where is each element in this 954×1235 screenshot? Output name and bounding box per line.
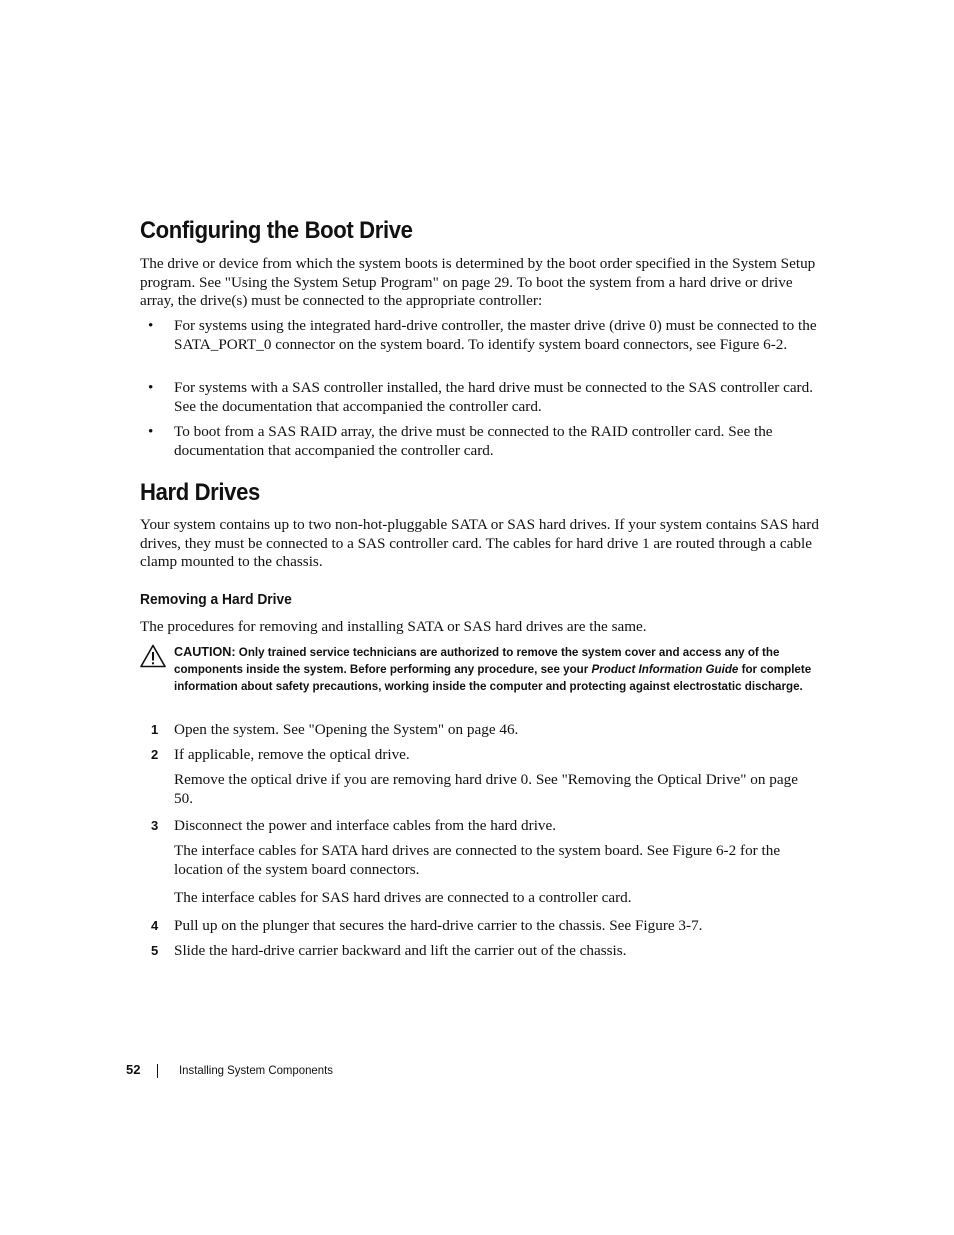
step-number: 2 — [151, 747, 159, 762]
caution-label: CAUTION: — [174, 645, 236, 659]
caution-guide-title: Product Information Guide — [591, 663, 739, 676]
step-text: If applicable, remove the optical drive. — [174, 746, 410, 763]
step-text: Slide the hard-drive carrier backward and lift the carrier out of the chassis. — [174, 942, 627, 959]
bullet-mark: • — [148, 423, 154, 440]
caution-body-end: for complete information about safety precautions, working inside the computer and protecting against electrostatic discharge. — [174, 663, 812, 693]
chapter-title: Installing System Components — [179, 1063, 333, 1077]
page-number: 52 — [126, 1062, 141, 1077]
bullet-text: To boot from a SAS RAID array, the drive must be connected to the RAID controller card. See the documentation that accompanied the controller card. — [174, 423, 773, 459]
hard-drives-intro: Your system contains up to two non-hot-pluggable SATA or SAS hard drives. If your system contains SAS hard drives, they must be connected to a SAS controller card. The cables for hard drive 1 are routed through a cable clamp mounted to the chassis. — [140, 516, 819, 571]
section-heading-hard-drives: Hard Drives — [140, 479, 260, 506]
step-note: The interface cables for SATA hard drives are connected to the system board. See Figure 6-2 for the location of the system board connectors. — [174, 842, 781, 878]
step-text: Pull up on the plunger that secures the hard-drive carrier to the chassis. See Figure 3-7. — [174, 917, 703, 934]
bullet-mark: • — [148, 317, 154, 334]
step-number: 1 — [151, 722, 159, 737]
caution-body-start: Only trained service technicians are authorized to remove the system cover and access any of the components inside the system. Before performing any procedure, see your — [174, 646, 780, 676]
step-number: 5 — [151, 943, 159, 958]
bullet-text: For systems with a SAS controller installed, the hard drive must be connected to the SAS controller card. See the documentation that accompanied the controller card. — [174, 379, 814, 415]
step-note: Remove the optical drive if you are removing hard drive 0. See "Removing the Optical Drive" on page 50. — [174, 771, 798, 807]
step-note: The interface cables for SAS hard drives are connected to a controller card. — [174, 889, 632, 906]
bullet-mark: • — [148, 379, 154, 396]
warning-triangle-icon — [140, 644, 166, 668]
footer-divider — [157, 1064, 158, 1078]
step-number: 3 — [151, 818, 159, 833]
section-heading-boot-drive: Configuring the Boot Drive — [140, 217, 413, 244]
step-number: 4 — [151, 918, 159, 933]
boot-drive-intro: The drive or device from which the system boots is determined by the boot order specified in the System Setup program. See "Using the System Setup Program" on page 29. To boot the system from a hard drive or drive array, the drive(s) must be connected to the appropriate controller: — [140, 255, 816, 310]
subsection-heading-removing: Removing a Hard Drive — [140, 591, 292, 608]
bullet-text: For systems using the integrated hard-drive controller, the master drive (drive 0) must be connected to the SATA_PORT_0 connector on the system board. To identify system board connectors, see Figure 6-2. — [174, 317, 817, 353]
removing-intro: The procedures for removing and installing SATA or SAS hard drives are the same. — [140, 618, 647, 635]
step-text: Disconnect the power and interface cables from the hard drive. — [174, 817, 557, 834]
step-text: Open the system. See "Opening the System" on page 46. — [174, 721, 519, 738]
caution-text — [174, 644, 824, 695]
